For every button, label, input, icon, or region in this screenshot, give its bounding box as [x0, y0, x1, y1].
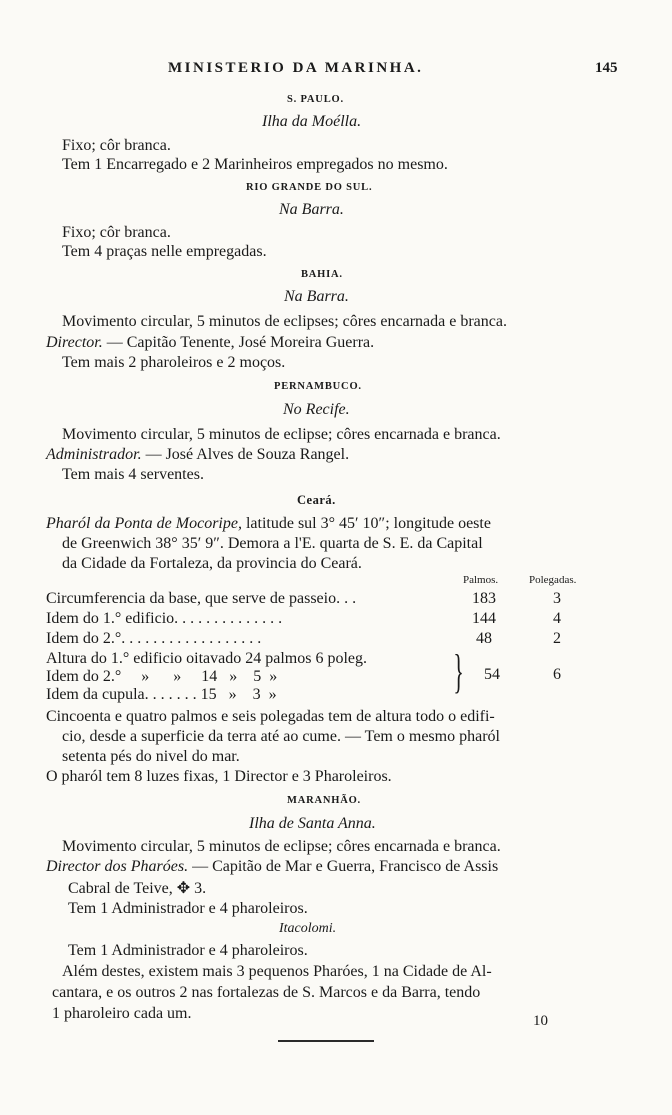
text-line: Tem 1 Administrador e 4 pharoleiros. — [68, 942, 308, 959]
person-name: — Capitão de Mar e Guerra, Francisco de Assis — [188, 858, 499, 875]
height-row: Idem do 2.° » » 14 » 5 » — [46, 668, 278, 685]
place-na-barra: Na Barra. — [279, 201, 344, 218]
table-row-label: Circumferencia da base, que serve de passeio. . . — [46, 590, 357, 607]
text-line: Cabral de Teive, ✥ 3. — [68, 880, 207, 897]
height-total-polegadas: 6 — [553, 666, 561, 683]
text-fragment: latitude sul 3° 45′ 10″; longitude oeste — [241, 515, 491, 532]
section-heading-bahia: BAHIA. — [301, 269, 343, 280]
place-no-recife: No Recife. — [283, 401, 350, 418]
text-line: O pharól tem 8 luzes fixas, 1 Director e 3 Pharoleiros. — [46, 768, 392, 785]
text-line: Tem 1 Encarregado e 2 Marinheiros empregados no mesmo. — [62, 156, 448, 173]
place-pharol-mocoripe: Pharól da Ponta de Mocoripe, — [46, 515, 242, 532]
section-heading-s-paulo: S. PAULO. — [287, 94, 344, 105]
text-line — [46, 515, 491, 533]
person-name: — Capitão Tenente, José Moreira Guerra. — [102, 334, 375, 351]
height-row: Idem da cupula. . . . . . . 15 » 3 » — [46, 686, 277, 703]
text-line: Fixo; côr branca. — [62, 137, 171, 154]
height-row: Altura do 1.° edificio oitavado 24 palmos 6 poleg. — [46, 650, 367, 667]
text-line: da Cidade da Fortaleza, da provincia do Ceará. — [62, 555, 362, 572]
person-name: — José Alves de Souza Rangel. — [141, 446, 350, 463]
brace-symbol: } — [453, 645, 464, 698]
table-row-label: Idem do 1.° edificio. . . . . . . . . . . . . . — [46, 610, 283, 627]
text-line: Tem 4 praças nelle empregadas. — [62, 243, 267, 260]
text-line: Movimento circular, 5 minutos de eclipses; côres encarnada e branca. — [62, 313, 507, 330]
place-ilha-moella: Ilha da Moélla. — [262, 113, 362, 130]
column-header-polegadas: Polegadas. — [529, 574, 577, 586]
text-line: Movimento circular, 5 minutos de eclipse; côres encarnada e branca. — [62, 838, 501, 855]
table-cell-palmos: 183 — [472, 590, 496, 607]
table-row-label: Idem do 2.°. . . . . . . . . . . . . . . . . . — [46, 630, 262, 647]
place-itacolomi: Itacolomi. — [279, 921, 337, 936]
text-line — [46, 446, 349, 464]
running-title: MINISTERIO DA MARINHA. — [168, 60, 424, 76]
text-line: setenta pés do nivel do mar. — [62, 748, 240, 765]
text-line: Além destes, existem mais 3 pequenos Pharóes, 1 na Cidade de Al- — [62, 963, 492, 980]
signature-mark: 10 — [533, 1013, 548, 1029]
page-number: 145 — [595, 60, 618, 76]
text-line: Movimento circular, 5 minutos de eclipse; côres encarnada e branca. — [62, 426, 501, 443]
text-line: Cincoenta e quatro palmos e seis polegadas tem de altura todo o edifi- — [46, 708, 495, 725]
text-line: Fixo; côr branca. — [62, 224, 171, 241]
section-heading-maranhao: MARANHÃO. — [287, 795, 361, 806]
place-ilha-santa-anna: Ilha de Santa Anna. — [249, 815, 376, 832]
section-heading-rio-grande: RIO GRANDE DO SUL. — [246, 182, 373, 193]
text-line: Tem mais 2 pharoleiros e 2 moços. — [62, 354, 286, 371]
column-header-palmos: Palmos. — [463, 574, 499, 586]
place-na-barra: Na Barra. — [284, 288, 349, 305]
table-cell-polegadas: 4 — [553, 610, 561, 627]
role-label: Administrador. — [46, 446, 142, 463]
text-line: cio, desde a superficie da terra até ao cume. — Tem o mesmo pharól — [62, 728, 500, 745]
section-heading-ceara: Ceará. — [297, 493, 336, 507]
horizontal-rule — [278, 1040, 374, 1042]
text-line: de Greenwich 38° 35′ 9″. Demora a l'E. quarta de S. E. da Capital — [62, 535, 483, 552]
text-line — [46, 858, 498, 876]
table-cell-palmos: 144 — [472, 610, 496, 627]
text-line — [46, 334, 374, 352]
role-label: Director. — [46, 334, 103, 351]
table-cell-palmos: 48 — [476, 630, 492, 647]
text-line: Tem 1 Administrador e 4 pharoleiros. — [68, 900, 308, 917]
table-cell-polegadas: 3 — [553, 590, 561, 607]
section-heading-pernambuco: PERNAMBUCO. — [274, 381, 362, 392]
text-line: cantara, e os outros 2 nas fortalezas de S. Marcos e da Barra, tendo — [52, 984, 481, 1001]
role-label: Director dos Pharóes. — [46, 858, 189, 875]
table-cell-polegadas: 2 — [553, 630, 561, 647]
text-line: 1 pharoleiro cada um. — [52, 1005, 192, 1022]
height-total-palmos: 54 — [484, 666, 500, 683]
text-line: Tem mais 4 serventes. — [62, 466, 204, 483]
